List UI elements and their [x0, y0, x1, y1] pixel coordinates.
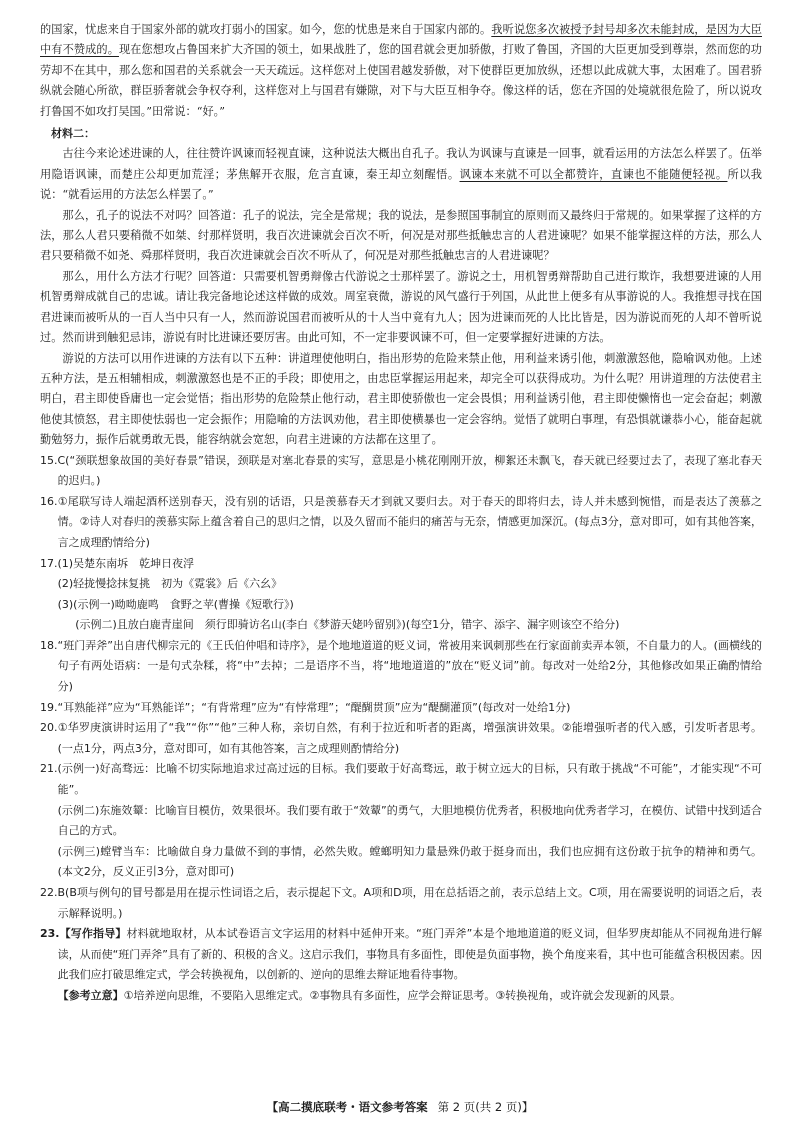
- reference-theme: [40, 986, 762, 1007]
- material2-para1: [40, 144, 762, 205]
- answer-20: 20.①华罗庚演讲时运用了“我”“你”“他”三种人称，亲切自然，有利于拉近和听者的距离，增强演讲效果。②能增强听者的代入感，引发听者思考。(一点1分，两点3分，意对即可，如有其他答案，言之成理则酌情给分): [40, 721, 762, 755]
- material2-underlined-sentence: 讽谏本来就不可以全都赞许，直谏也不能随便轻视。: [459, 167, 728, 181]
- answer-15: 15.C(“颈联想象故国的美好春景”错误，颈联是对塞北春景的实写，意思是小桃花刚刚开放，柳絮还未飘飞，春天就已经要过去了，表现了塞北春天的迟归。): [40, 453, 762, 488]
- answer-21-2: (示例二)东施效颦：比喻盲目模仿，效果很坏。我们要有敢于“效颦”的勇气，大胆地模仿优秀者，积极地向优秀者学习，在模仿、试错中找到适合自己的方式。: [57, 803, 762, 838]
- page-footer: [0, 1097, 800, 1117]
- answer-17-2: (2)轻拢慢捻抹复挑 初为《霓裳》后《六幺》: [57, 577, 283, 591]
- answer-23-text: 材料就地取材，从本试卷语言文字运用的材料中延伸开来。“班门弄斧”本是个地地道道的贬义词，但华罗庚却能从不同视角进行解读，从而使“班门弄斧”具有了新的、积极的含义。这启示我们，事物具有多面性，即使是负面事物，换个角度来看，其中也可能蕴含积极因素。因此我们应打破思维定式，学会转换视角，以创新的、逆向的思维去辩证地看待事物。: [57, 927, 762, 982]
- answer-23-label: 23.【写作指导】: [40, 927, 127, 941]
- material1-text-b: 现在您想攻占鲁国来扩大齐国的领土，如果战胜了，您的国君就会更加骄傲，打败了鲁国，齐国的大臣更加受到尊崇，然而您的功劳却不在其中，那么您和国君的关系就会一天天疏远。这样您对上使国君越发骄傲，对下使群臣更加放纵，还想以此成就大事，太困难了。国君骄纵就会随心所欲，群臣骄奢就会争权夺利，这样您对上与国君有嫌隙，对下与大臣互相争夺。像这样的话，您在齐国的处境就很危险了，所以说攻打鲁国不如攻打吴国。”田常说：“好。”: [40, 43, 762, 118]
- material1-text-a: 的国家，忧虑来自于国家外部的就攻打弱小的国家。如今，您的忧患是来自于国家内部的。: [40, 23, 492, 36]
- material2-para3: 那么，用什么方法才行呢？回答道：只需要机智勇辩像古代游说之士那样罢了。游说之士，用机智勇辩帮助自己进行欺诈，我想要进谏的人用机智勇辩成就自己的忠诚。请让我完备地论述这样做的成效。周室衰微，游说的风气盛行于列国，从此世上便多有从事游说的人。我推想寻找在国君进谏而被听从的一百人当中只有一人，然而游说国君而被听从的十人当中竟有九人；因为进谏而死的人比比皆是，因为游说而死的人却不曾听说过。然而讲到触犯忌讳，游说有时比进谏还要厉害。由此可知，不一定非要讽谏不可，但一定要掌握好进谏的方法。: [40, 269, 762, 345]
- answer-23: [40, 924, 762, 986]
- material1-underlined-sentence: 我听说您多次被授予封号却多次未能封成，是因为大臣中有不赞成的。: [40, 23, 762, 57]
- answer-17-3b: (示例二)且放白鹿青崖间 须行即骑访名山(李白《梦游天姥吟留别》)(每空1分，错字、添字、漏字则该空不给分): [75, 618, 620, 632]
- footer-title: 【高二摸底联考・语文参考答案: [266, 1100, 428, 1114]
- answer-21-3: (示例三)螳臂当车：比喻做自身力量做不到的事情，必然失败。螳螂明知力量悬殊仍敢于挺身而出，我们也应拥有这份敢于抗争的精神和勇气。(本文2分，反义正引3分，意对即可): [57, 844, 762, 879]
- material2-para1-text: 古往今来论述进谏的人，往往赞许讽谏而轻视直谏，这种说法大概出自孔子。我认为讽谏与直谏是一回事，就看运用的方法怎么样罢了。伍举用隐语讽谏，而楚庄公却更加荒淫；茅焦解开衣服，危言直谏，秦王却立刻醒悟。: [40, 147, 762, 181]
- material2-para1-tail: 所以我说：“就看运用的方法怎么样罢了。”: [40, 167, 762, 202]
- answer-17-3: (3)(示例一)呦呦鹿鸣 食野之苹(曹操《短歌行》): [57, 597, 294, 611]
- material1-tail: [40, 20, 762, 122]
- reference-theme-label: 【参考立意】: [57, 988, 124, 1002]
- reference-theme-text: ①培养逆向思维，不要陷入思维定式。②事物具有多面性，应学会辩证思考。③转换视角，或许就会发现新的风景。: [123, 988, 682, 1002]
- answer-17-1: 17.(1)吴楚东南坼 乾坤日夜浮: [40, 556, 195, 570]
- answer-16: 16.①尾联写诗人端起酒杯送别春天，没有别的话语，只是羡慕春天才到就又要归去。对于春天的即将归去，诗人并未感到惋惜，而是表达了羡慕之情。②诗人对春归的羡慕实际上蕴含着自己的思归之情，以及久留而不能归的痛苦与无奈，情感更加深沉。(每点3分，意对即可，如有其他答案，言之成理酌情给分): [40, 494, 762, 549]
- answer-22: 22.B(B项与例句的冒号都是用在提示性词语之后，表示提起下文。A项和D项，用在总括语之前，表示总结上文。C项，用在需要说明的词语之后，表示解释说明。): [40, 886, 762, 920]
- material2-heading: 材料二：: [51, 127, 95, 141]
- answer-18: 18.“班门弄斧”出自唐代柳宗元的《王氏伯仲唱和诗序》，是个地地道道的贬义词，常被用来讽刺那些在行家面前卖弄本领，不自量力的人。(画横线的句子有两处语病：一是句式杂糅，将“中”去掉；二是语序不当，将“地地道道的”放在“贬义词”前。每改对一处给2分，其他修改如果正确酌情给分): [40, 638, 762, 694]
- material2-para4: 游说的方法可以用作进谏的方法有以下五种：讲道理使他明白，指出形势的危险来禁止他，用利益来诱引他，刺激激怒他，隐喻讽劝他。上述五种方法，是五相辅相成，刺激激怒也是不正的手段；即使用之，由忠臣掌握运用起来，却完全可以获得成功。为什么呢？用讲道理的方法使君主明白，君主即使昏庸也一定会觉悟；指出形势的危险禁止他行动，君主即使骄傲也一定会畏惧；用利益诱引他，君主即使懒惰也一定会奋起；刺激他使其愤怒，君主即使怯弱也一定会振作；用隐喻的方法讽劝他，君主即使横暴也一定会容纳。觉悟了就明白事理，有恐惧就谦恭小心，能奋起就勤勉努力，振作后就勇敢无畏，能容纳就会宽恕，向君主进谏的方法都在这里了。: [40, 351, 762, 447]
- material2-para2: 那么，孔子的说法不对吗？回答道：孔子的说法，完全是常规；我的说法，是参照国事制宜的原则而又最终归于常规的。如果掌握了这样的方法，那么人君只要稍微不如桀、纣那样贤明，我百次进谏就会百次不听，何况是对那些抵触忠言的人君进谏呢？如果不能掌握这样的方法，那么人君只要稍微不如尧、舜那样贤明，我百次进谏就会百次不听从了，何况是对那些抵触忠言的人君进谏呢？: [40, 208, 762, 263]
- answer-21-1: 21.(示例一)好高骛远：比喻不切实际地追求过高过远的目标。我们要敢于好高骛远，敢于树立远大的目标，只有敢于挑战“不可能”，才能实现“不可能”。: [40, 762, 762, 797]
- footer-page-number: 第 2 页(共 2 页)】: [437, 1100, 534, 1114]
- answer-19: 19.“耳熟能祥”应为“耳熟能详”；“有背常理”应为“有悖常理”；“醍醐贯顶”应为“醍醐灌顶”(每改对一处给1分): [40, 700, 571, 714]
